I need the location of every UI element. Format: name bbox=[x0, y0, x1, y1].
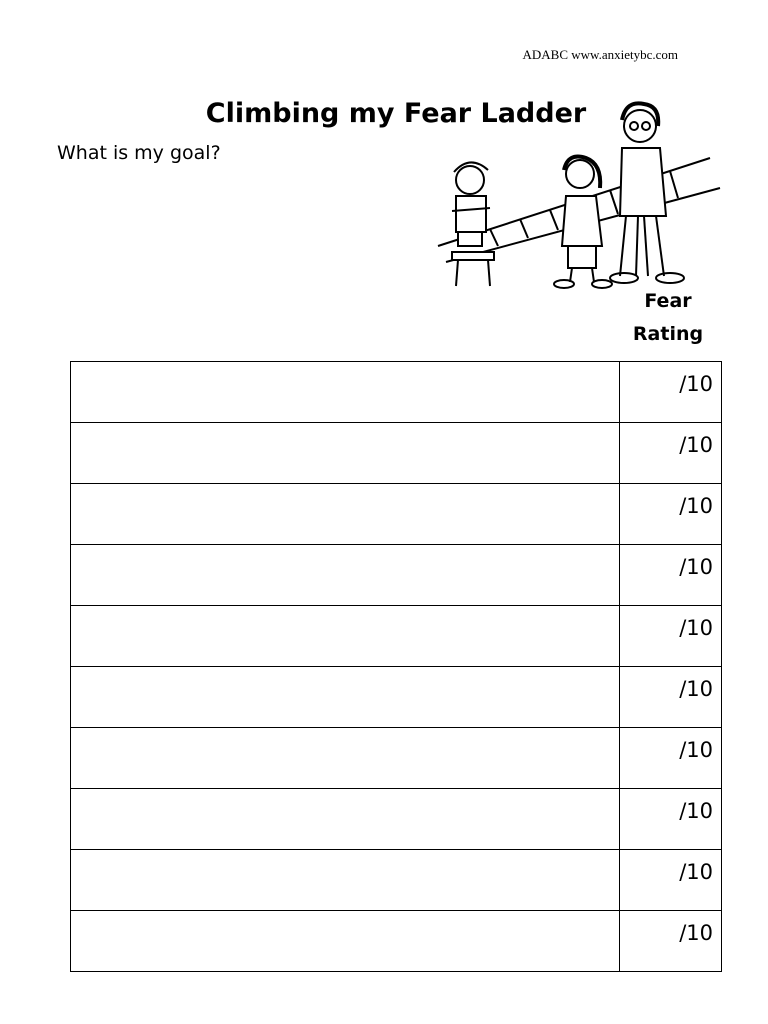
fear-ladder-table bbox=[70, 361, 722, 972]
table-row bbox=[71, 850, 722, 911]
rating-cell[interactable]: /10 bbox=[620, 362, 722, 423]
step-cell[interactable] bbox=[71, 667, 620, 728]
table-row bbox=[71, 667, 722, 728]
table-row bbox=[71, 484, 722, 545]
table-row bbox=[71, 423, 722, 484]
children-carrying-ladder-icon bbox=[430, 96, 730, 296]
fear-rating-header-line1: Fear bbox=[644, 290, 692, 312]
table-row bbox=[71, 789, 722, 850]
page-title: Climbing my Fear Ladder bbox=[205, 98, 587, 129]
boy-figure-icon bbox=[452, 162, 494, 286]
rating-cell[interactable]: /10 bbox=[620, 545, 722, 606]
step-cell[interactable] bbox=[71, 545, 620, 606]
fear-rating-header bbox=[618, 285, 718, 351]
step-cell[interactable] bbox=[71, 728, 620, 789]
rating-cell[interactable]: /10 bbox=[620, 850, 722, 911]
table-row bbox=[71, 362, 722, 423]
table-row bbox=[71, 545, 722, 606]
step-cell[interactable] bbox=[71, 606, 620, 667]
step-cell[interactable] bbox=[71, 789, 620, 850]
rating-cell[interactable]: /10 bbox=[620, 911, 722, 972]
rating-cell[interactable]: /10 bbox=[620, 789, 722, 850]
step-cell[interactable] bbox=[71, 911, 620, 972]
girl-figure-icon bbox=[554, 157, 612, 289]
rating-cell[interactable]: /10 bbox=[620, 728, 722, 789]
table-row bbox=[71, 728, 722, 789]
man-figure-icon bbox=[610, 103, 684, 283]
rating-cell[interactable]: /10 bbox=[620, 667, 722, 728]
fear-rating-header-line2: Rating bbox=[632, 323, 704, 345]
step-cell[interactable] bbox=[71, 484, 620, 545]
step-cell[interactable] bbox=[71, 423, 620, 484]
rating-cell[interactable]: /10 bbox=[620, 423, 722, 484]
rating-cell[interactable]: /10 bbox=[620, 484, 722, 545]
table-row bbox=[71, 911, 722, 972]
goal-prompt: What is my goal? bbox=[57, 142, 221, 164]
source-credit: ADABC www.anxietybc.com bbox=[522, 47, 678, 62]
rating-cell[interactable]: /10 bbox=[620, 606, 722, 667]
table-row bbox=[71, 606, 722, 667]
step-cell[interactable] bbox=[71, 362, 620, 423]
step-cell[interactable] bbox=[71, 850, 620, 911]
